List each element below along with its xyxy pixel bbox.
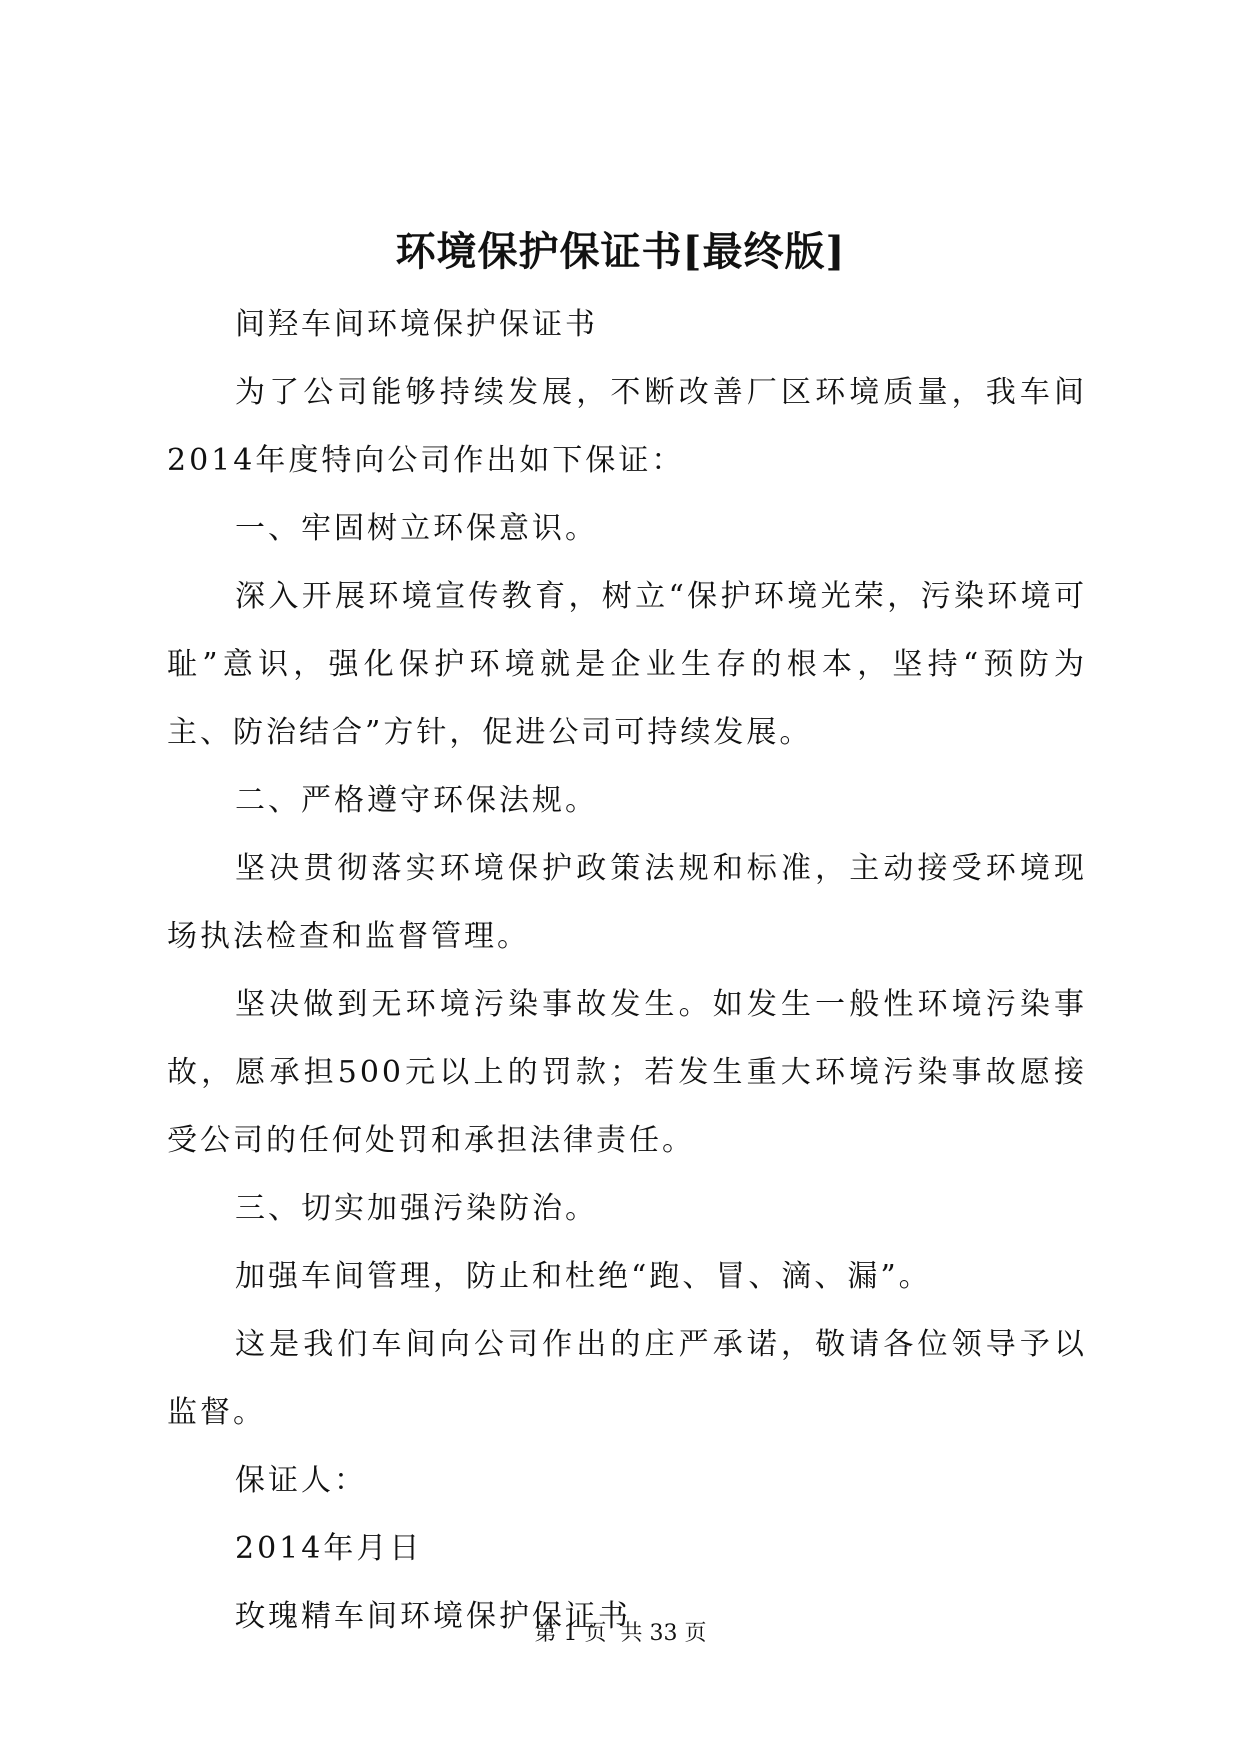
section-body-2a: 坚决贯彻落实环境保护政策法规和标准，主动接受环境现场执法检查和监督管理。 — [167, 851, 1087, 954]
section-body-3: 加强车间管理，防止和杜绝“跑、冒、滴、漏”。 — [235, 1259, 932, 1294]
next-document-heading: 玫瑰精车间环境保护保证书 — [235, 1599, 631, 1634]
section-heading-2: 二、严格遵守环保法规。 — [235, 783, 598, 818]
closing-statement: 这是我们车间向公司作出的庄严承诺，敬请各位领导予以监督。 — [167, 1327, 1087, 1430]
section-body-1: 深入开展环境宣传教育，树立“保护环境光荣，污染环境可耻”意识，强化保护环境就是企业生存的根本，坚持“预防为主、防治结合”方针，促进公司可持续发展。 — [167, 579, 1087, 750]
page-footer: 第 1 页 共 33 页 — [534, 1621, 707, 1646]
guarantor-label: 保证人： — [235, 1463, 367, 1498]
date-line: 2014年月日 — [235, 1531, 423, 1566]
paragraph-heading: 间羟车间环境保护保证书 — [235, 307, 598, 342]
document-title: 环境保护保证书[最终版] — [395, 228, 846, 275]
section-heading-3: 三、切实加强污染防治。 — [235, 1191, 598, 1226]
section-body-2b: 坚决做到无环境污染事故发生。如发生一般性环境污染事故，愿承担500元以上的罚款；若发生重大环境污染事故愿接受公司的任何处罚和承担法律责任。 — [167, 987, 1087, 1158]
section-heading-1: 一、牢固树立环保意识。 — [235, 511, 598, 546]
document-body — [167, 291, 1087, 1651]
paragraph-intro: 为了公司能够持续发展，不断改善厂区环境质量，我车间2014年度特向公司作出如下保证： — [167, 375, 1087, 478]
